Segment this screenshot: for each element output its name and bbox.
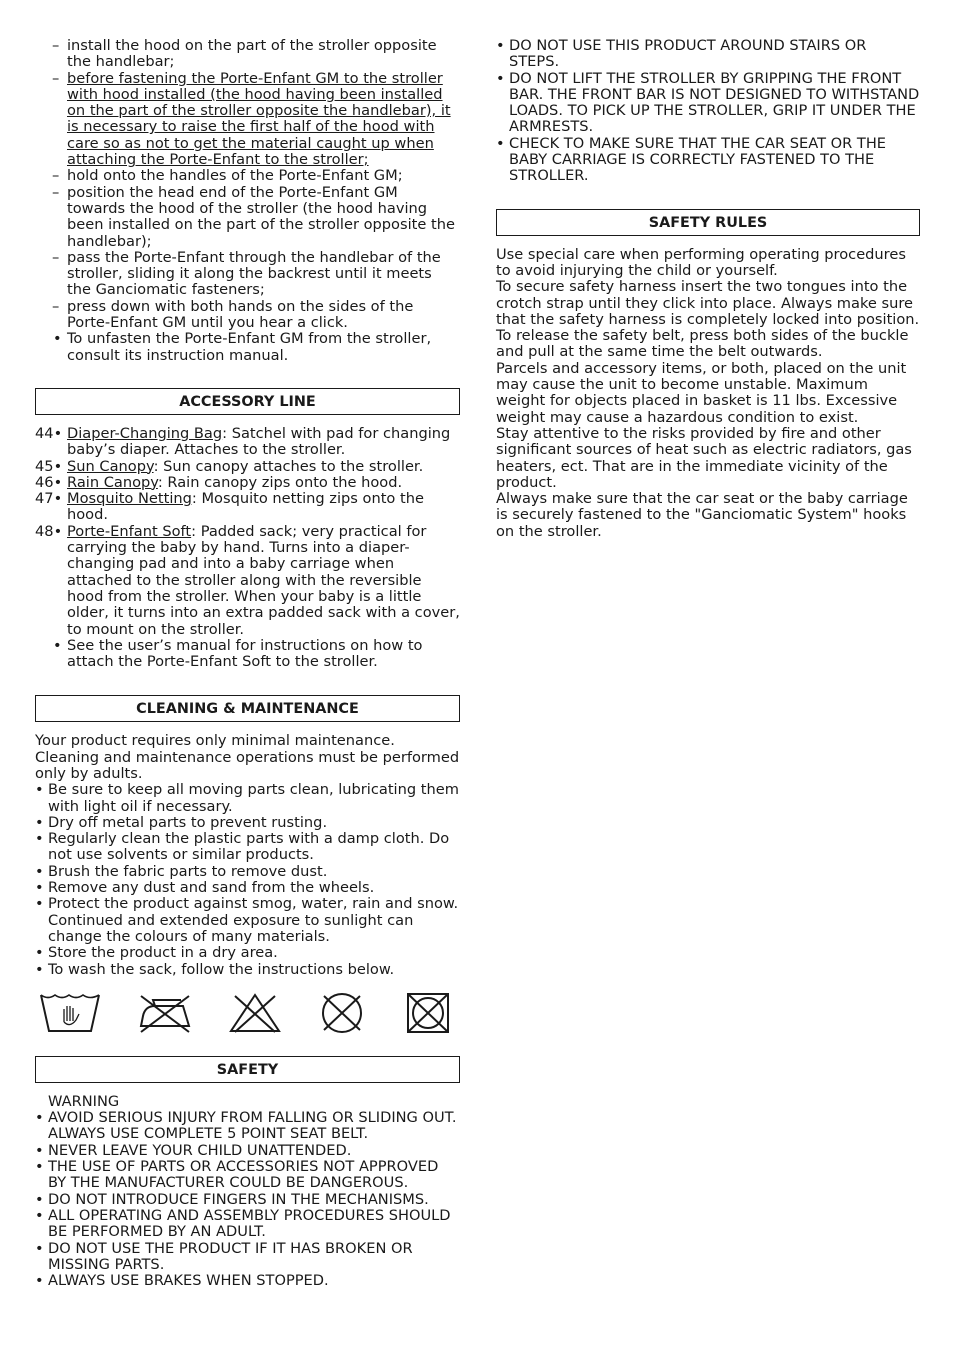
list-item: – pass the Porte-Enfant through the handlebar of the stroller, sliding it along the backrest until it meets the Ganciomatic fasteners; (52, 248, 441, 299)
section-header-cleaning: CLEANING & MAINTENANCE (35, 695, 460, 722)
do-not-bleach-icon (229, 992, 281, 1034)
right-column (496, 38, 920, 540)
section-header-safety: SAFETY (35, 1056, 460, 1083)
safety-list (35, 1110, 460, 1289)
safety-list-continued (496, 38, 920, 185)
list-item: • AVOID SERIOUS INJURY FROM FALLING OR SLIDING OUT. ALWAYS USE COMPLETE 5 POINT SEAT BELT. (35, 1109, 457, 1143)
accessory-item: 46• Rain Canopy: Rain canopy zips onto the hood. (35, 473, 403, 491)
paragraph: To secure safety harness insert the two tongues into the crotch strap until they click into place. Always make sure that the safety harness is completely locked into position. To release the safety belt, press both sides of the buckle and pull at the same time the belt outwards. (496, 278, 920, 361)
list-item: • Store the product in a dry area. (35, 944, 278, 962)
care-icons (35, 992, 460, 1036)
list-item: – install the hood on the part of the stroller opposite the handlebar; (52, 37, 437, 71)
list-item: • THE USE OF PARTS OR ACCESSORIES NOT APPROVED BY THE MANUFACTURER COULD BE DANGEROUS. (35, 1158, 439, 1192)
list-item: • Regularly clean the plastic parts with a damp cloth. Do not use solvents or similar products. (35, 830, 450, 864)
list-item: • ALWAYS USE BRAKES WHEN STOPPED. (35, 1272, 329, 1290)
warning-label: WARNING (48, 1092, 120, 1110)
list-item: – hold onto the handles of the Porte-Enfant GM; (52, 167, 403, 185)
list-item: • To unfasten the Porte-Enfant GM from the stroller, consult its instruction manual. (53, 330, 432, 364)
list-item: • Remove any dust and sand from the wheels. (35, 879, 375, 897)
paragraph: Stay attentive to the risks provided by fire and other significant sources of heat such as electric radiators, gas heaters, ect. That are in the immediate vicinity of the product. (496, 424, 912, 491)
list-item: • NEVER LEAVE YOUR CHILD UNATTENDED. (35, 1141, 352, 1159)
list-item: • Protect the product against smog, water, rain and snow. Continued and extended exposure to sunlight can change the colours of many materials. (35, 895, 459, 945)
accessory-item: 48• Porte-Enfant Soft: Padded sack; very practical for carrying the baby by hand. Turns into a diaper-changing pad and into a baby carriage when attached to the stroller along with the reversible hood from the stroller. When your baby is a little older, it turns into an extra padded sack with a cover, to mount on the stroller. (35, 522, 460, 638)
list-item: • DO NOT LIFT THE STROLLER BY GRIPPING THE FRONT BAR. THE FRONT BAR IS NOT DESIGNED TO WITHSTAND LOADS. TO PICK UP THE STROLLER, GRIP IT UNDER THE ARMRESTS. (496, 69, 920, 136)
list-item: • DO NOT USE THIS PRODUCT AROUND STAIRS OR STEPS. (496, 37, 867, 71)
list-item: • Dry off metal parts to prevent rusting. (35, 813, 328, 831)
list-item: – position the head end of the Porte-Enfant GM towards the hood of the stroller (the hood having been installed on the part of the stroller opposite the handlebar); (52, 183, 455, 250)
accessory-item: 47• Mosquito Netting: Mosquito netting zips onto the hood. (35, 490, 424, 524)
list-item: – press down with both hands on the sides of the Porte-Enfant GM until you hear a click. (52, 297, 414, 332)
accessory-item: 44• Diaper-Changing Bag: Satchel with pad for changing baby’s diaper. Attaches to the stroller. (35, 424, 451, 459)
list-item: • To wash the sack, follow the instructions below. (35, 960, 395, 978)
list-item: • CHECK TO MAKE SURE THAT THE CAR SEAT OR THE BABY CARRIAGE IS CORRECTLY FASTENED TO THE STROLLER. (496, 134, 887, 185)
hand-wash-icon (39, 992, 101, 1034)
intro-list (35, 38, 460, 364)
list-item: • DO NOT USE THE PRODUCT IF IT HAS BROKEN OR MISSING PARTS. (35, 1239, 413, 1273)
do-not-dry-clean-icon (316, 992, 368, 1034)
paragraph: Use special care when performing operating procedures to avoid injurying the child or yourself. (496, 245, 906, 279)
accessory-note: • See the user’s manual for instructions on how to attach the Porte-Enfant Soft to the stroller. (53, 636, 423, 671)
cleaning-intro: Your product requires only minimal maintenance. Cleaning and maintenance operations must be performed only by adults. (35, 732, 460, 782)
paragraph: Always make sure that the car seat or the baby carriage is securely fastened to the "Ganciomatic System" hooks on the stroller. (496, 490, 908, 540)
accessory-list (35, 426, 460, 670)
list-item: – before fastening the Porte-Enfant GM to the stroller with hood installed (the hood having been installed on the part of the stroller opposite the handlebar), it is necessary to raise the first half of the hood with care so as not to get the material caught up when attaching the Porte-Enfant to the stroller; (52, 69, 451, 169)
list-item: • Be sure to keep all moving parts clean, lubricating them with light oil if necessary. (35, 781, 459, 815)
section-header-safety-rules: SAFETY RULES (496, 209, 920, 236)
list-item: • DO NOT INTRODUCE FINGERS IN THE MECHANISMS. (35, 1190, 429, 1208)
paragraph: Parcels and accessory items, or both, placed on the unit may cause the unit to become unstable. Maximum weight for objects placed in basket is 11 lbs. Excessive weight may cause a hazardous condition to exist. (496, 359, 907, 426)
left-column (35, 38, 460, 1289)
section-header-accessory-line: ACCESSORY LINE (35, 388, 460, 415)
accessory-item: 45• Sun Canopy: Sun canopy attaches to the stroller. (35, 457, 424, 475)
cleaning-list (35, 782, 460, 978)
do-not-tumble-dry-icon (405, 992, 451, 1034)
list-item: • Brush the fabric parts to remove dust. (35, 862, 328, 880)
do-not-iron-icon (137, 992, 193, 1034)
safety-rules-text (496, 247, 920, 540)
list-item: • ALL OPERATING AND ASSEMBLY PROCEDURES SHOULD BE PERFORMED BY AN ADULT. (35, 1206, 451, 1241)
